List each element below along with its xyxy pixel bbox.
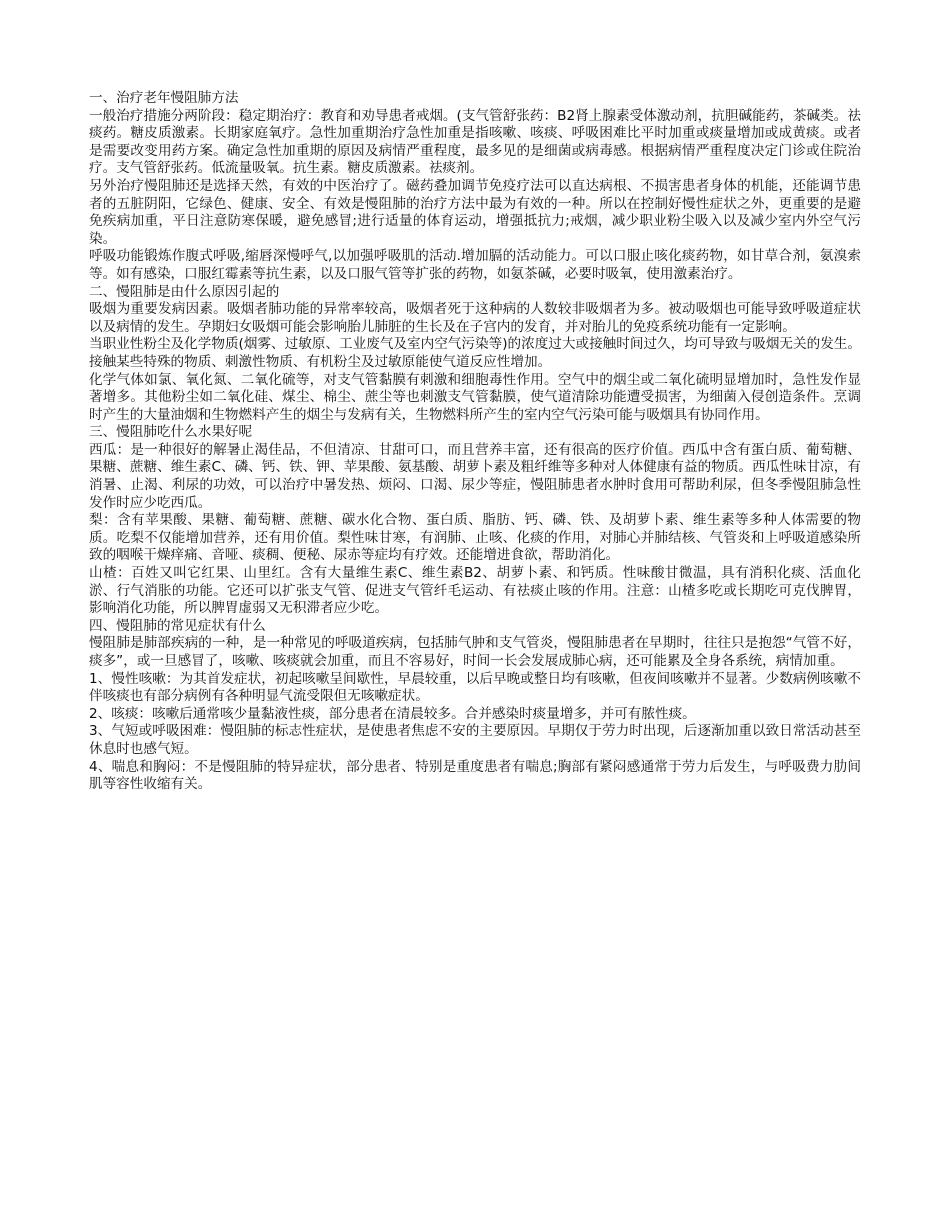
paragraph-breathing-exercise: 呼吸功能锻炼作腹式呼吸,缩唇深慢呼气,以加强呼吸肌的活动.增加膈的活动能力。可以口服止咳化痰药物，如甘草合剂，氨溴索等。如有感染，口服红霉素等抗生素，以及口服气管等扩张的药物，如氨茶碱，必要时吸氧，使用激素治疗。 bbox=[89, 248, 861, 282]
section-heading-treatment: 一、治疗老年慢阻肺方法 bbox=[89, 90, 239, 106]
paragraph-smoking: 吸烟为重要发病因素。吸烟者肺功能的异常率较高，吸烟者死于这种病的人数较非吸烟者为多。被动吸烟也可能导致呼吸道症状以及病情的发生。孕期妇女吸烟可能会影响胎儿肺脏的生长及在子宫内的发育，并对胎儿的免疫系统功能有一定影响。 bbox=[89, 301, 861, 335]
paragraph-pear: 梨：含有苹果酸、果糖、葡萄糖、蔗糖、碳水化合物、蛋白质、脂肪、钙、磷、铁、及胡萝卜素、维生素等多种人体需要的物质。吃梨不仅能增加营养，还有用价值。梨性味甘寒，有润肺、止咳、化痰的作用，对肺心并肺结核、气管炎和上呼吸道感染所致的咽喉干燥痒痛、音哑、痰稠、便秘、尿赤等症均有疗效。还能增进食欲，帮助消化。 bbox=[89, 512, 861, 564]
paragraph-symptom-dyspnea: 3、气短或呼吸困难：慢阻肺的标志性症状，是使患者焦虑不安的主要原因。早期仅于劳力时出现，后逐渐加重以致日常活动甚至休息时也感气短。 bbox=[89, 723, 861, 757]
paragraph-symptom-wheezing: 4、喘息和胸闷：不是慢阻肺的特异症状，部分患者、特别是重度患者有喘息;胸部有紧闷感通常于劳力后发生，与呼吸费力肋间肌等容性收缩有关。 bbox=[89, 758, 861, 793]
paragraph-general-treatment: 一般治疗措施分两阶段：稳定期治疗：教育和劝导患者戒烟。(支气管舒张药：B2肾上腺素受体激动剂，抗胆碱能药，茶碱类。祛痰药。糖皮质激素。长期家庭氧疗。急性加重期治疗急性加重是指咳嗽、咳痰、呼吸困难比平时加重或痰量增加或成黄痰。或者是需要改变用药方案。确定急性加重期的原因及病情严重程度，最多见的是细菌或病毒感。根据病情严重程度决定门诊或住院治疗。支气管舒张药。低流量吸氧。抗生素。糖皮质激素。祛痰剂。 bbox=[89, 107, 861, 177]
paragraph-watermelon: 西瓜：是一种很好的解暑止渴佳品，不但清凉、甘甜可口，而且营养丰富，还有很高的医疗价值。西瓜中含有蛋白质、葡萄糖、果糖、蔗糖、维生素C、磷、钙、铁、钾、苹果酸、氨基酸、胡萝卜素及粗纤维等多种对人体健康有益的物质。西瓜性味甘凉，有消暑、止渴、利尿的功效，可以治疗中暑发热、烦闷、口渴、尿少等症，慢阻肺患者水肿时食用可帮助利尿，但冬季慢阻肺急性发作时应少吃西瓜。 bbox=[89, 441, 861, 511]
paragraph-tcm-treatment: 另外治疗慢阻肺还是选择天然，有效的中医治疗了。磁药叠加调节免疫疗法可以直达病根、不损害患者身体的机能，还能调节患者的五脏阴阳，它绿色、健康、安全、有效是慢阻肺的治疗方法中最为有效的一种。所以在控制好慢性症状之外，更重要的是避免疾病加重，平日注意防寒保暖，避免感冒;进行适量的体育运动，增强抵抗力;戒烟，减少职业粉尘吸入以及减少室内外空气污染。 bbox=[89, 177, 861, 247]
paragraph-occupational-dust: 当职业性粉尘及化学物质(烟雾、过敏原、工业废气及室内空气污染等)的浓度过大或接触时间过久，均可导致与吸烟无关的发生。接触某些特殊的物质、刺激性物质、有机粉尘及过敏原能使气道反应性增加。 bbox=[89, 336, 861, 370]
document-body bbox=[89, 90, 861, 794]
paragraph-copd-overview: 慢阻肺是肺部疾病的一种，是一种常见的呼吸道疾病，包括肺气肿和支气管炎，慢阻肺患者在早期时，往往只是抱怨“气管不好，痰多”，或一旦感冒了，咳嗽、咳痰就会加重，而且不容易好，时间一长会发展成肺心病，还可能累及全身各系统，病情加重。 bbox=[89, 635, 861, 669]
paragraph-hawthorn: 山楂：百姓又叫它红果、山里红。含有大量维生素C、维生素B2、胡萝卜素、和钙质。性味酸甘微温，具有消积化痰、活血化淤、行气消胀的功能。它还可以扩张支气管、促进支气管纤毛运动、有祛痰止咳的作用。注意：山楂多吃或长期吃可克伐脾胃，影响消化功能，所以脾胃虚弱又无积滞者应少吃。 bbox=[89, 565, 861, 617]
paragraph-chemical-gases: 化学气体如氯、氧化氮、二氧化硫等，对支气管黏膜有刺激和细胞毒性作用。空气中的烟尘或二氧化硫明显增加时，急性发作显著增多。其他粉尘如二氧化硅、煤尘、棉尘、蔗尘等也刺激支气管黏膜，使气道清除功能遭受损害，为细菌入侵创造条件。烹调时产生的大量油烟和生物燃料产生的烟尘与发病有关，生物燃料所产生的室内空气污染可能与吸烟具有协同作用。 bbox=[89, 371, 861, 423]
section-heading-fruits: 三、慢阻肺吃什么水果好呢 bbox=[89, 424, 253, 441]
paragraph-symptom-sputum: 2、咳痰：咳嗽后通常咳少量黏液性痰，部分患者在清晨较多。合并感染时痰量增多，并可有脓性痰。 bbox=[89, 705, 696, 722]
paragraph-symptom-cough: 1、慢性咳嗽：为其首发症状，初起咳嗽呈间歇性，早晨较重，以后早晚或整日均有咳嗽，但夜间咳嗽并不显著。少数病例咳嗽不伴咳痰也有部分病例有各种明显气流受限但无咳嗽症状。 bbox=[89, 670, 861, 705]
section-heading-causes: 二、慢阻肺是由什么原因引起的 bbox=[89, 283, 280, 300]
section-heading-symptoms: 四、慢阻肺的常见症状有什么 bbox=[89, 617, 266, 634]
